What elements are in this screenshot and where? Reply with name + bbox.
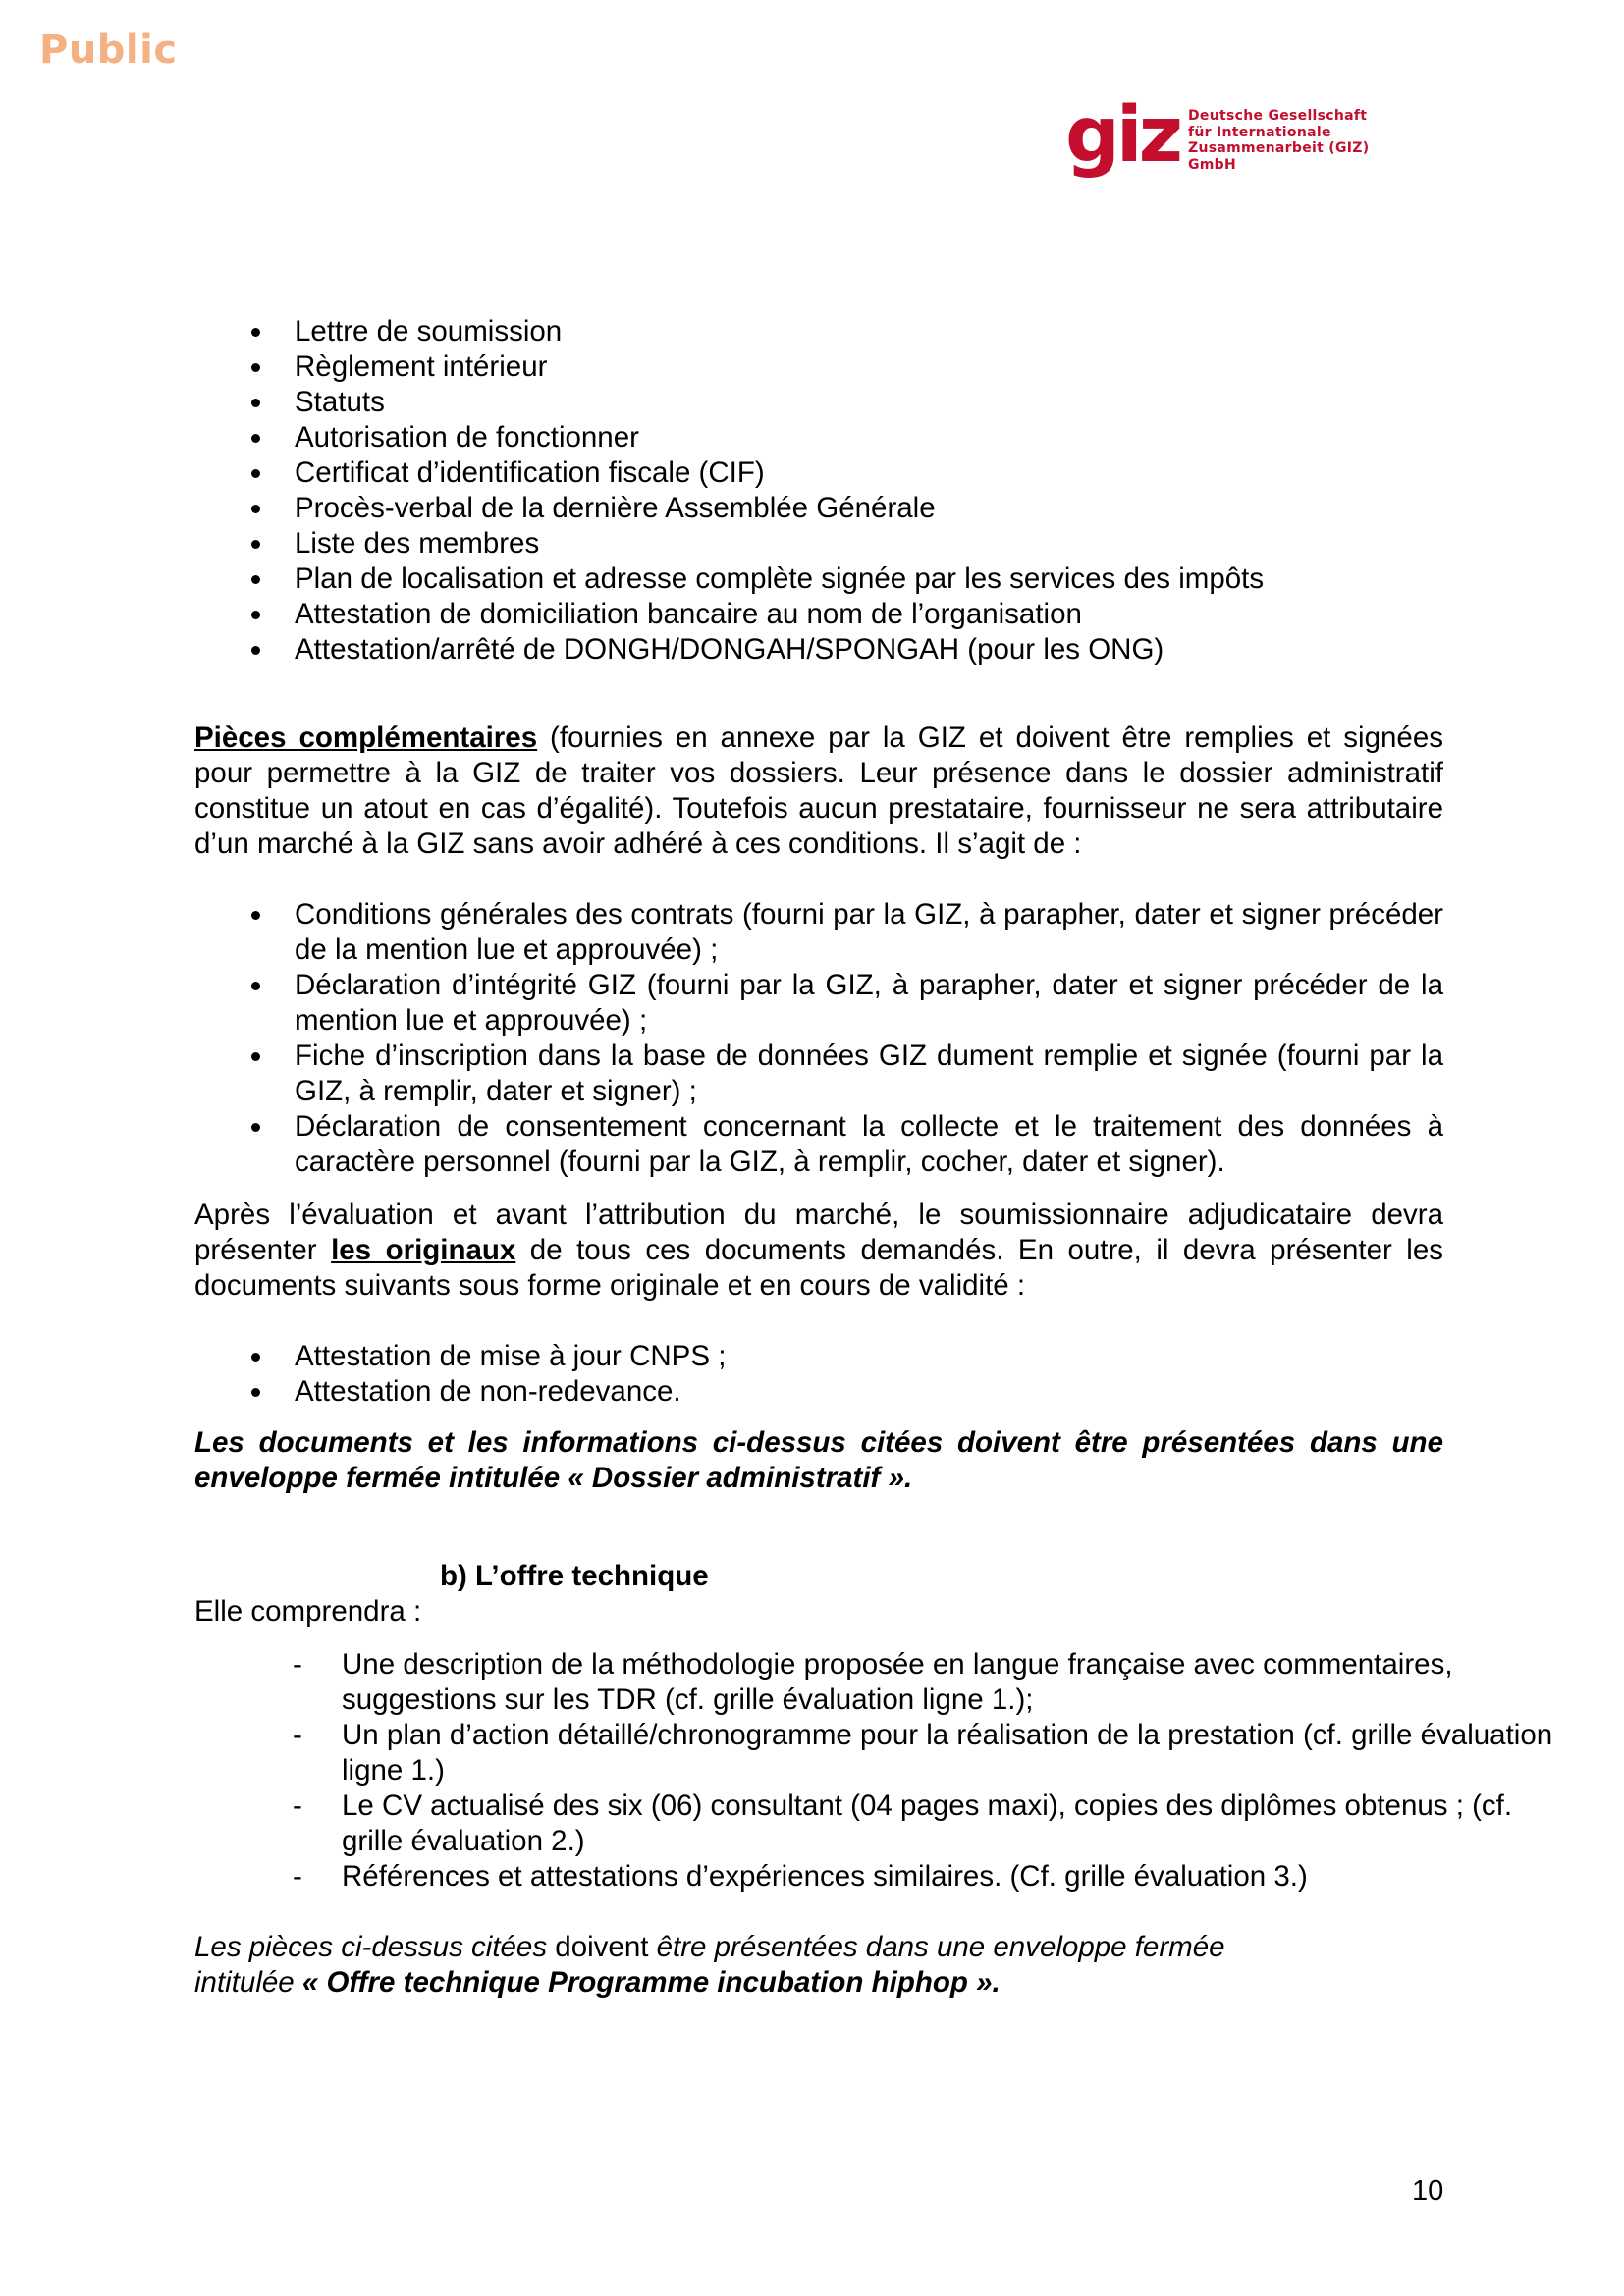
complementary-paragraph [194, 721, 1443, 862]
technical-list [194, 1647, 1553, 1895]
list-item: Règlement intérieur [194, 349, 1443, 385]
list-item: Statuts [194, 385, 1443, 420]
complementary-text: (fournies en annexe par la GIZ et doivent être remplies et signées pour permettre à la GIZ de traiter vos dossiers. Leur présence dans le dossier administratif constitue un atout en cas d’égalité). Toutefois aucun prestataire, fournisseur ne sera attributaire d’un marché à la GIZ sans avoir adhéré à ces conditions. Il s’agit de : [194, 721, 1443, 860]
original-docs-list [194, 1339, 1443, 1410]
giz-wordmark [1065, 96, 1183, 187]
admin-envelope-note: Les documents et les informations ci-dessus citées doivent être présentées dans une enveloppe fermée intitulée « Dossier administratif ». [194, 1426, 1443, 1494]
list-item: Déclaration d’intégrité GIZ (fourni par la GIZ, à parapher, dater et signer précéder de la mention lue et approuvée) ; [194, 968, 1443, 1039]
list-item: Plan de localisation et adresse complète signée par les services des impôts [194, 561, 1443, 597]
technical-envelope-note: Les pièces ci-dessus citées doivent être présentées dans une enveloppe fermée intitulée « Offre technique Programme incubation hiphop ». [194, 1931, 1225, 1999]
list-item: Certificat d’identification fiscale (CIF) [194, 455, 1443, 491]
list-item: Attestation de mise à jour CNPS ; [194, 1339, 1443, 1374]
page-number: 10 [1412, 2175, 1444, 2207]
classification-label: Public [39, 27, 178, 73]
list-item: Liste des membres [194, 526, 1443, 561]
list-item: Procès-verbal de la dernière Assemblée Générale [194, 491, 1443, 526]
list-item: Attestation de non-redevance. [194, 1374, 1443, 1410]
list-item: Autorisation de fonctionner [194, 420, 1443, 455]
list-item: Fiche d’inscription dans la base de données GIZ dument remplie et signée (fourni par la GIZ, à remplir, dater et signer) ; [194, 1039, 1443, 1109]
logo-line: für Internationale [1188, 124, 1331, 140]
list-item: - Une description de la méthodologie proposée en langue française avec commentaires, suggestions sur les TDR (cf. grille évaluation ligne 1.); [293, 1648, 1453, 1716]
giz-logo [1065, 96, 1399, 187]
list-item: Déclaration de consentement concernant la collecte et le traitement des données à caractère personnel (fourni par la GIZ, à remplir, cocher, dater et signer). [194, 1109, 1443, 1180]
page-content [194, 314, 1553, 2001]
logo-line: Zusammenarbeit (GIZ) GmbH [1188, 140, 1370, 173]
giz-wordmark-text: giz [1065, 96, 1179, 180]
required-docs-list [194, 314, 1443, 667]
list-item: Attestation/arrêté de DONGH/DONGAH/SPONGAH (pour les ONG) [194, 632, 1443, 667]
list-item: - Un plan d’action détaillé/chronogramme pour la réalisation de la prestation (cf. grille évaluation ligne 1.) [293, 1719, 1553, 1787]
complementary-title: Pièces complémentaires [194, 721, 538, 754]
list-item: Attestation de domiciliation bancaire au nom de l’organisation [194, 597, 1443, 632]
originals-emphasis: les originaux [331, 1234, 516, 1266]
list-item: - Le CV actualisé des six (06) consultant (04 pages maxi), copies des diplômes obtenus ; (cf. grille évaluation 2.) [293, 1789, 1513, 1857]
list-item: Lettre de soumission [194, 314, 1443, 349]
logo-line: Deutsche Gesellschaft [1188, 108, 1368, 124]
after-eval-paragraph: Après l’évaluation et avant l’attribution du marché, le soumissionnaire adjudicataire devra présenter les originaux de tous ces documents demandés. En outre, il devra présenter les documents suivants sous forme originale et en cours de validité : [194, 1199, 1443, 1302]
giz-logo-text [1188, 108, 1399, 173]
technical-offer-heading: b) L’offre technique [440, 1560, 709, 1592]
list-item: - Références et attestations d’expériences similaires. (Cf. grille évaluation 3.) [293, 1860, 1308, 1893]
list-item: Conditions générales des contrats (fourni par la GIZ, à parapher, dater et signer précéder de la mention lue et approuvée) ; [194, 897, 1443, 968]
technical-intro: Elle comprendra : [194, 1595, 422, 1628]
complementary-list [194, 897, 1443, 1180]
